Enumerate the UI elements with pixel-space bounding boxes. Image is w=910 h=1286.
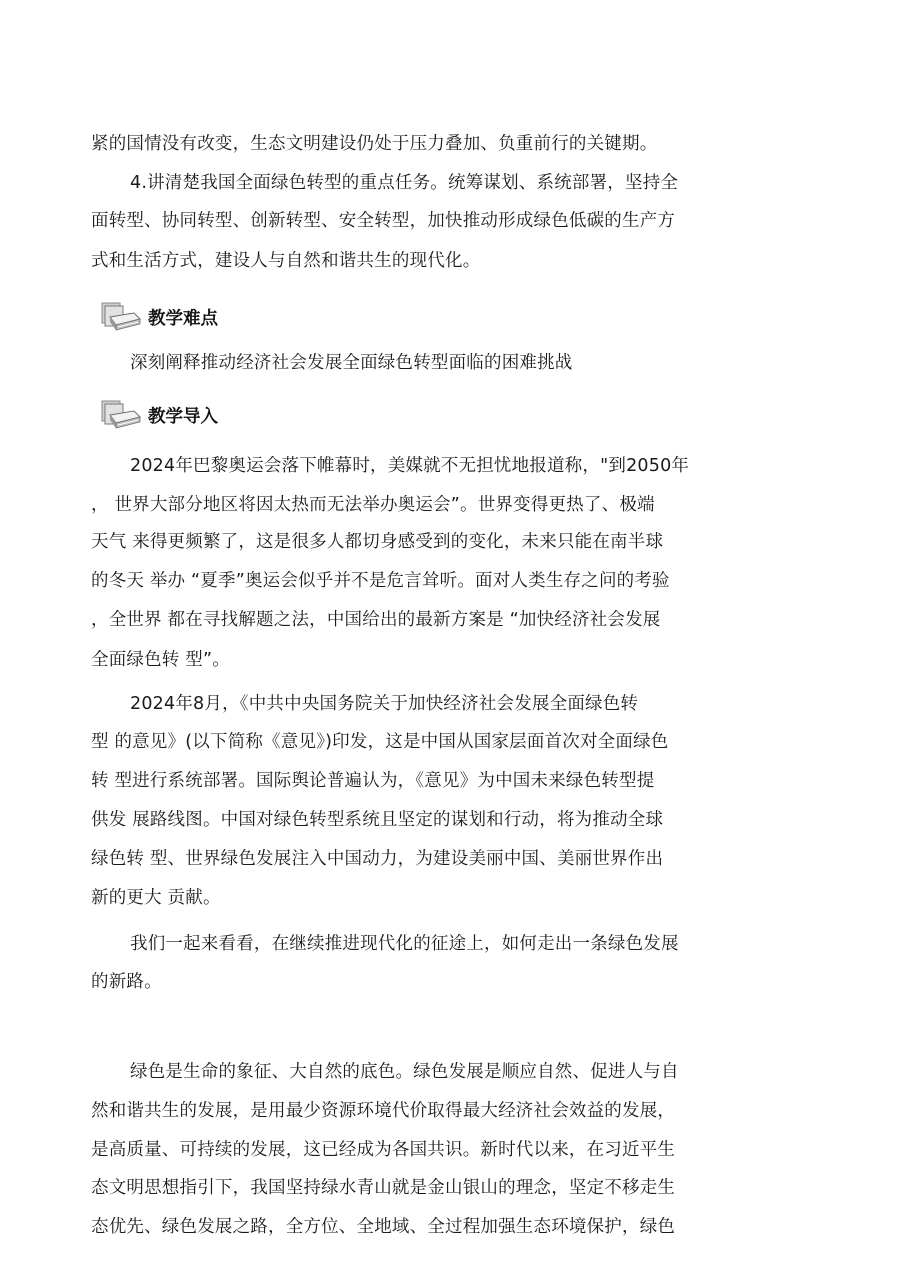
body-text-line: 天气 来得更频繁了，这是很多人都切身感受到的变化，未来只能在南半球 — [91, 532, 664, 552]
section-heading-text: 教学导入 — [148, 406, 218, 427]
body-text-line: 我们一起来看看，在继续推进现代化的征途上，如何走出一条绿色发展 — [130, 934, 679, 954]
body-text-line: 供发 展路线图。中国对绿色转型系统且坚定的谋划和行动，将为推动全球 — [91, 810, 664, 830]
body-text-line: 的冬天 举办 “夏季”奥运会似乎并不是危言耸听。面对人类生存之问的考验 — [91, 571, 670, 591]
body-text-line: 是高质量、可持续的发展，这已经成为各国共识。新时代以来，在习近平生 — [91, 1140, 676, 1160]
section-heading-introduction — [98, 397, 218, 433]
body-text-line: 全面绿色转 型”。 — [91, 650, 230, 670]
books-icon — [98, 397, 144, 433]
body-text-line: 态优先、绿色发展之路，全方位、全地域、全过程加强生态环境保护，绿色 — [91, 1217, 676, 1237]
body-text-line: 型 的意见》(以下简称《意见》)印发，这是中国从国家层面首次对全面绿色 — [91, 732, 669, 752]
body-text-line: 新的更大 贡献。 — [91, 888, 221, 908]
books-icon — [98, 299, 144, 335]
body-text-line: 深刻阐释推动经济社会发展全面绿色转型面临的困难挑战 — [130, 353, 573, 373]
body-text-line: 面转型、协同转型、创新转型、安全转型，加快推动形成绿色低碳的生产方 — [91, 211, 676, 231]
section-heading-difficulty — [98, 299, 218, 335]
body-text-line: 式和生活方式，建设人与自然和谐共生的现代化。 — [91, 251, 481, 271]
body-text-line: ，全世界 都在寻找解题之法，中国给出的最新方案是 “加快经济社会发展 — [91, 610, 661, 630]
body-text-line: 转 型进行系统部署。国际舆论普遍认为，《意见》为中国未来绿色转型提 — [91, 771, 655, 791]
body-text-line: 然和谐共生的发展，是用最少资源环境代价取得最大经济社会效益的发展， — [91, 1101, 676, 1121]
body-text-line: 2024年巴黎奥运会落下帷幕时，美媒就不无担忧地报道称，"到2050年 — [130, 456, 690, 476]
section-heading-text: 教学难点 — [148, 308, 218, 329]
body-text-line: 的新路。 — [91, 972, 162, 992]
body-text-line: 绿色是生命的象征、大自然的底色。绿色发展是顺应自然、促进人与自 — [130, 1062, 679, 1082]
body-text-line: 4.讲清楚我国全面绿色转型的重点任务。统筹谋划、系统部署，坚持全 — [130, 173, 679, 193]
body-text-line: 紧的国情没有改变，生态文明建设仍处于压力叠加、负重前行的关键期。 — [91, 134, 658, 154]
body-text-line: 态文明思想指引下，我国坚持绿水青山就是金山银山的理念，坚定不移走生 — [91, 1178, 676, 1198]
body-text-line: 2024年8月，《中共中央国务院关于加快经济社会发展全面绿色转 — [130, 694, 639, 714]
body-text-line: 绿色转 型、世界绿色发展注入中国动力，为建设美丽中国、美丽世界作出 — [91, 849, 664, 869]
body-text-line: ， 世界大部分地区将因太热而无法举办奥运会”。世界变得更热了、极端 — [91, 495, 655, 515]
